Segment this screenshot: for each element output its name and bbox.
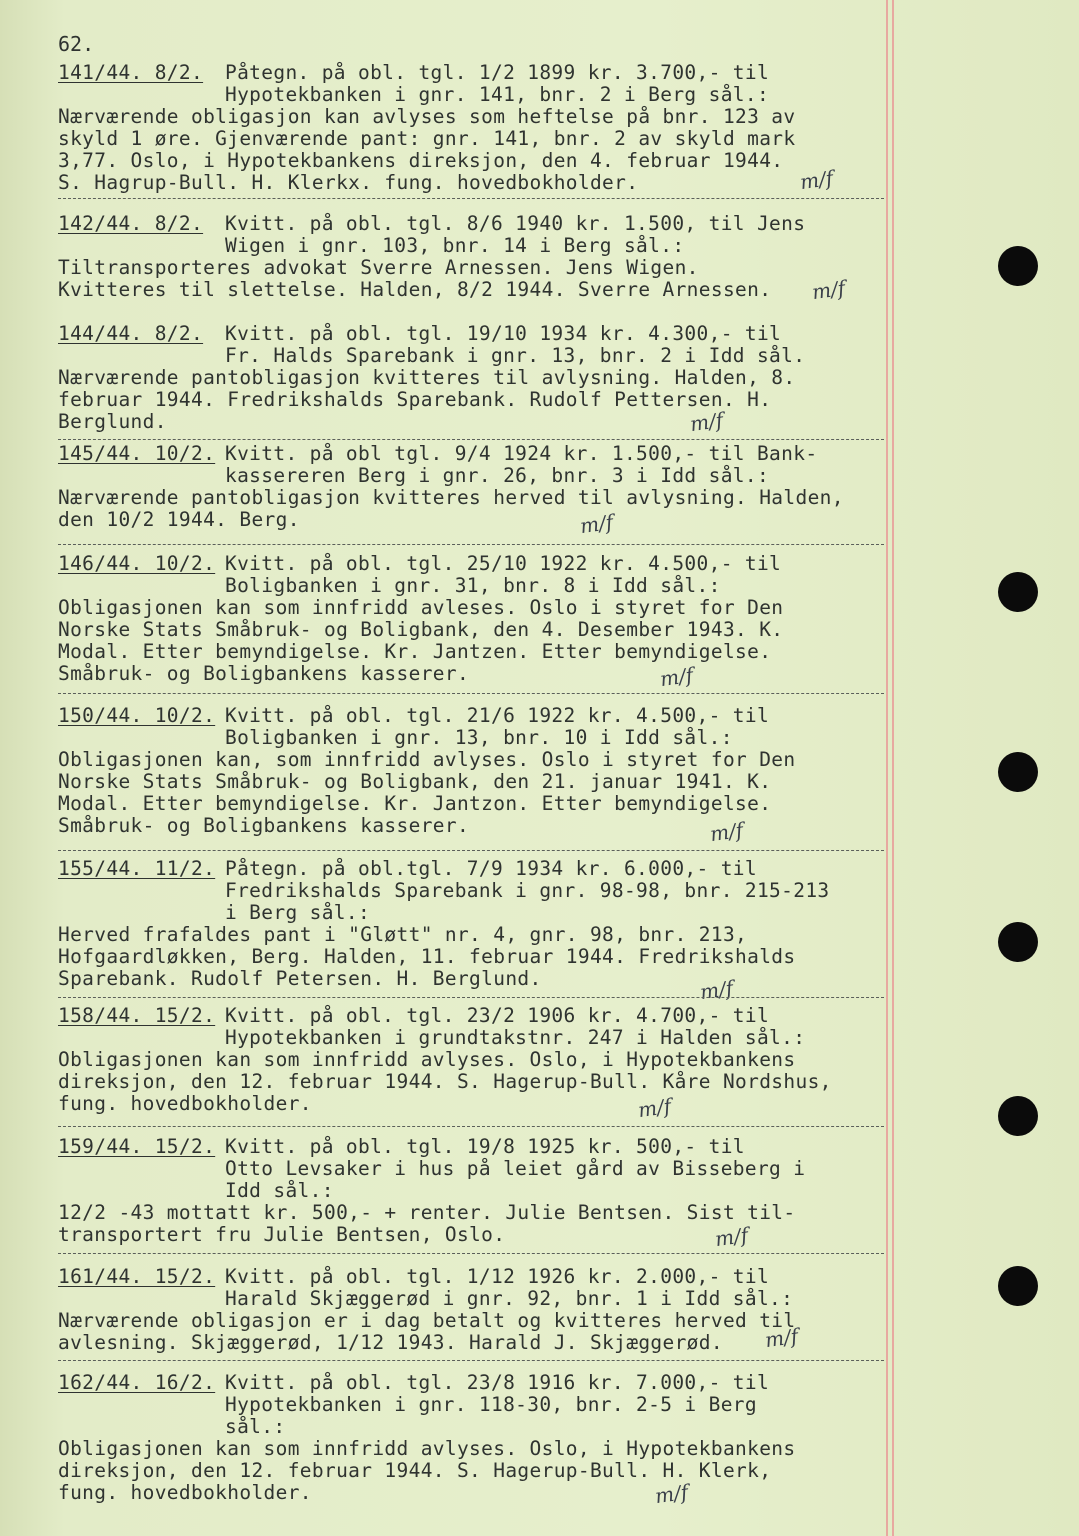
entry-text-line: direksjon, den 12. februar 1944. S. Hagerup-Bull. H. Klerk,	[58, 1459, 772, 1482]
entry-reference: 162/44. 16/2.	[58, 1371, 216, 1394]
entry-text-line: Kvitteres til slettelse. Halden, 8/2 1944. Sverre Arnessen.	[58, 278, 772, 301]
handwritten-initials: m/f	[658, 662, 695, 692]
entry-reference: 145/44. 10/2.	[58, 442, 216, 465]
entry-divider	[58, 1126, 884, 1127]
entry-text-line: Tiltransporteres advokat Sverre Arnessen. Jens Wigen.	[58, 256, 699, 279]
punch-hole	[998, 922, 1038, 962]
entry-reference: 146/44. 10/2.	[58, 552, 216, 575]
margin-rule-right	[892, 0, 894, 1536]
entry-text-line: februar 1944. Fredrikshalds Sparebank. Rudolf Pettersen. H.	[58, 388, 772, 411]
entry-divider	[58, 693, 884, 694]
entry-text-line: Otto Levsaker i hus på leiet gård av Bisseberg i	[225, 1157, 806, 1180]
handwritten-initials: m/f	[578, 509, 615, 539]
entry-text-line: Norske Stats Småbruk- og Boligbank, den 4. Desember 1943. K.	[58, 618, 784, 641]
entry-text-line: Boligbanken i gnr. 31, bnr. 8 i Idd sål.:	[225, 574, 721, 597]
entry-text-line: Fr. Halds Sparebank i gnr. 13, bnr. 2 i Idd sål.	[225, 344, 806, 367]
entry-text-line: Kvitt. på obl. tgl. 21/6 1922 kr. 4.500,- til	[225, 704, 770, 727]
entry-reference: 144/44. 8/2.	[58, 322, 204, 345]
entry-text-line: Hypotekbanken i gnr. 118-30, bnr. 2-5 i Berg	[225, 1393, 757, 1416]
entry-text-line: Nærværende obligasjon kan avlyses som heftelse på bnr. 123 av	[58, 105, 796, 128]
entry-text-line: 12/2 -43 mottatt kr. 500,- + renter. Julie Bentsen. Sist til-	[58, 1201, 796, 1224]
handwritten-initials: m/f	[810, 275, 847, 305]
entry-text-line: Kvitt. på obl. tgl. 23/8 1916 kr. 7.000,- til	[225, 1371, 770, 1394]
entry-divider	[58, 1360, 884, 1361]
entry-text-line: S. Hagrup-Bull. H. Klerkx. fung. hovedbokholder.	[58, 171, 639, 194]
entry-text-line: Kvitt. på obl. tgl. 8/6 1940 kr. 1.500, til Jens	[225, 212, 806, 235]
entry-divider	[58, 850, 884, 851]
entry-text-line: Hypotekbanken i grundtakstnr. 247 i Halden sål.:	[225, 1026, 806, 1049]
entry-divider	[58, 997, 884, 998]
entry-text-line: Wigen i gnr. 103, bnr. 14 i Berg sål.:	[225, 234, 685, 257]
entry-text-line: Nærværende obligasjon er i dag betalt og kvitteres herved til	[58, 1309, 796, 1332]
entry-text-line: i Berg sål.:	[225, 901, 371, 924]
entry-text-line: Idd sål.:	[225, 1179, 334, 1202]
entry-divider	[58, 198, 884, 199]
entry-reference: 161/44. 15/2.	[58, 1265, 216, 1288]
handwritten-initials: m/f	[688, 407, 725, 437]
entry-text-line: Hypotekbanken i gnr. 141, bnr. 2 i Berg sål.:	[225, 83, 770, 106]
entry-text-line: Nærværende pantobligasjon kvitteres herved til avlysning. Halden,	[58, 486, 844, 509]
entry-text-line: fung. hovedbokholder.	[58, 1092, 312, 1115]
entry-text-line: skyld 1 øre. Gjenværende pant: gnr. 141, bnr. 2 av skyld mark	[58, 127, 796, 150]
handwritten-initials: m/f	[798, 165, 835, 195]
handwritten-initials: m/f	[653, 1479, 690, 1509]
handwritten-initials: m/f	[713, 1222, 750, 1252]
entry-text-line: Kvitt. på obl tgl. 9/4 1924 kr. 1.500,- til Bank-	[225, 442, 818, 465]
entry-text-line: Sparebank. Rudolf Petersen. H. Berglund.	[58, 967, 542, 990]
entry-divider	[58, 544, 884, 545]
punch-hole	[998, 1096, 1038, 1136]
entry-text-line: Påtegn. på obl. tgl. 1/2 1899 kr. 3.700,- til	[225, 61, 770, 84]
entry-text-line: Kvitt. på obl. tgl. 1/12 1926 kr. 2.000,- til	[225, 1265, 770, 1288]
entry-text-line: Småbruk- og Boligbankens kasserer.	[58, 814, 470, 837]
entry-text-line: sål.:	[225, 1415, 286, 1438]
entry-text-line: Modal. Etter bemyndigelse. Kr. Jantzon. Etter bemyndigelse.	[58, 792, 772, 815]
entry-text-line: Kvitt. på obl. tgl. 19/10 1934 kr. 4.300,- til	[225, 322, 782, 345]
entry-text-line: den 10/2 1944. Berg.	[58, 508, 300, 531]
entry-text-line: Harald Skjæggerød i gnr. 92, bnr. 1 i Idd sål.:	[225, 1287, 794, 1310]
entry-text-line: Kvitt. på obl. tgl. 23/2 1906 kr. 4.700,- til	[225, 1004, 770, 1027]
handwritten-initials: m/f	[763, 1323, 800, 1353]
entry-reference: 155/44. 11/2.	[58, 857, 216, 880]
entry-reference: 141/44. 8/2.	[58, 61, 204, 84]
entry-text-line: Modal. Etter bemyndigelse. Kr. Jantzen. Etter bemyndigelse.	[58, 640, 772, 663]
page-number: 62.	[58, 32, 95, 56]
entry-text-line: avlesning. Skjæggerød, 1/12 1943. Harald J. Skjæggerød.	[58, 1331, 723, 1354]
entry-text-line: Obligasjonen kan som innfridd avlyses. Oslo, i Hypotekbankens	[58, 1437, 796, 1460]
handwritten-initials: m/f	[698, 975, 735, 1005]
handwritten-initials: m/f	[636, 1093, 673, 1123]
punch-hole	[998, 572, 1038, 612]
entry-text-line: transportert fru Julie Bentsen, Oslo.	[58, 1223, 506, 1246]
entry-reference: 158/44. 15/2.	[58, 1004, 216, 1027]
entry-text-line: direksjon, den 12. februar 1944. S. Hagerup-Bull. Kåre Nordshus,	[58, 1070, 832, 1093]
entry-text-line: Fredrikshalds Sparebank i gnr. 98-98, bnr. 215-213	[225, 879, 830, 902]
entry-text-line: Berglund.	[58, 410, 167, 433]
punch-hole	[998, 246, 1038, 286]
entry-text-line: Hofgaardløkken, Berg. Halden, 11. februar 1944. Fredrikshalds	[58, 945, 796, 968]
entry-text-line: Obligasjonen kan som innfridd avleses. Oslo i styret for Den	[58, 596, 784, 619]
entry-text-line: Obligasjonen kan, som innfridd avlyses. Oslo i styret for Den	[58, 748, 796, 771]
entry-text-line: fung. hovedbokholder.	[58, 1481, 312, 1504]
entry-text-line: Småbruk- og Boligbankens kasserer.	[58, 662, 470, 685]
entry-divider	[58, 1253, 884, 1254]
entry-text-line: 3,77. Oslo, i Hypotekbankens direksjon, den 4. februar 1944.	[58, 149, 784, 172]
handwritten-initials: m/f	[708, 817, 745, 847]
entry-text-line: Boligbanken i gnr. 13, bnr. 10 i Idd sål.:	[225, 726, 733, 749]
punch-hole	[998, 752, 1038, 792]
entry-text-line: Herved frafaldes pant i "Gløtt" nr. 4, gnr. 98, bnr. 213,	[58, 923, 748, 946]
entry-text-line: Norske Stats Småbruk- og Boligbank, den 21. januar 1941. K.	[58, 770, 772, 793]
entry-reference: 150/44. 10/2.	[58, 704, 216, 727]
margin-rule-left	[886, 0, 888, 1536]
entry-text-line: Kvitt. på obl. tgl. 19/8 1925 kr. 500,- til	[225, 1135, 745, 1158]
entry-text-line: Påtegn. på obl.tgl. 7/9 1934 kr. 6.000,- til	[225, 857, 757, 880]
entry-divider	[58, 439, 884, 440]
entry-reference: 159/44. 15/2.	[58, 1135, 216, 1158]
punch-hole	[998, 1266, 1038, 1306]
entry-text-line: Nærværende pantobligasjon kvitteres til avlysning. Halden, 8.	[58, 366, 796, 389]
entry-text-line: kassereren Berg i gnr. 26, bnr. 3 i Idd sål.:	[225, 464, 770, 487]
entry-text-line: Kvitt. på obl. tgl. 25/10 1922 kr. 4.500,- til	[225, 552, 782, 575]
entry-reference: 142/44. 8/2.	[58, 212, 204, 235]
entry-text-line: Obligasjonen kan som innfridd avlyses. Oslo, i Hypotekbankens	[58, 1048, 796, 1071]
